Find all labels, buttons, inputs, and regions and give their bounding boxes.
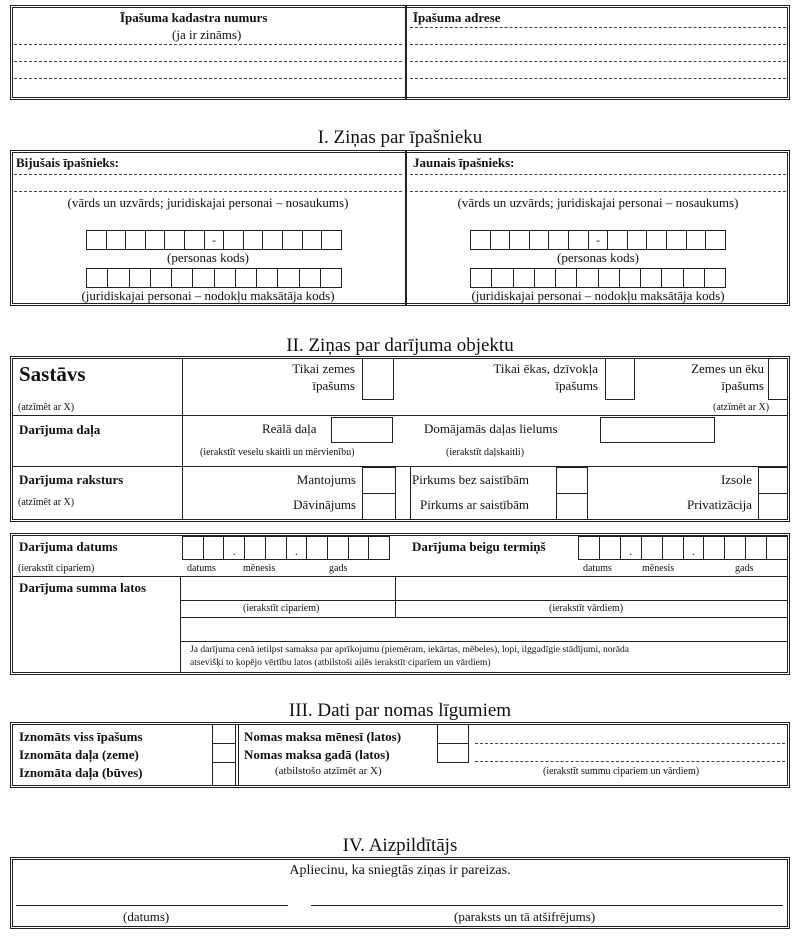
sum-input-line bbox=[180, 600, 788, 601]
cadastre-line-3[interactable] bbox=[14, 78, 402, 79]
part-building-checkbox[interactable] bbox=[212, 762, 236, 786]
sum-explain-1: Ja darījuma cenā ietilpst samaksa par aprīkojumu (piemēram, iekārtas, mēbeles), lopi, ilggadīgie stādījumi, norāda bbox=[190, 644, 630, 655]
former-taxpayer-code-field[interactable] bbox=[86, 268, 342, 288]
cadastre-label: Īpašuma kadastra numurs bbox=[120, 10, 268, 25]
composition-mark-note-right: (atzīmēt ar X) bbox=[713, 402, 770, 413]
new-owner-line-1[interactable] bbox=[410, 174, 786, 175]
nature-label: Darījuma raksturs bbox=[19, 472, 124, 487]
nature-col-divider bbox=[410, 467, 411, 520]
new-owner-name-note: (vārds un uzvārds; juridiskajai personai – nosaukums) bbox=[457, 195, 739, 210]
date-signature-line[interactable] bbox=[16, 905, 288, 906]
yearly-rent-checkbox[interactable] bbox=[437, 743, 469, 763]
sum-digits-note: (ierakstīt cipariem) bbox=[243, 603, 320, 614]
cadastre-line-1[interactable] bbox=[14, 44, 402, 45]
property-divider bbox=[405, 6, 407, 99]
filler-signature-note: (paraksts un tā atšifrējums) bbox=[454, 909, 596, 924]
end-year-label: gads bbox=[735, 563, 754, 574]
owners-divider bbox=[405, 151, 407, 305]
equipment-value-input[interactable] bbox=[181, 618, 788, 641]
sum-explain-2: atsevišķi to kopējo vērtību latos (atbilstoši ailēs ierakstīt ciparīem un vārdiem) bbox=[190, 657, 491, 668]
address-line-4[interactable] bbox=[410, 78, 786, 79]
inheritance-checkbox[interactable] bbox=[362, 467, 396, 494]
object-row-line-2 bbox=[12, 466, 788, 467]
share-label: Darījuma daļa bbox=[19, 422, 101, 437]
only-land-checkbox[interactable] bbox=[362, 358, 394, 400]
only-building-label-1: Tikai ēkas, dzīvokļa bbox=[493, 361, 598, 376]
purchase-free-checkbox[interactable] bbox=[556, 467, 588, 494]
yearly-rent-label: Nomas maksa gadā (latos) bbox=[244, 747, 390, 762]
land-building-checkbox[interactable] bbox=[768, 358, 788, 400]
inheritance-label: Mantojums bbox=[296, 472, 356, 487]
only-land-label-2: īpašums bbox=[312, 378, 355, 393]
end-day-label: datums bbox=[583, 563, 612, 574]
new-owner-line-2[interactable] bbox=[410, 191, 786, 192]
sum-words-note: (ierakstīt vārdiem) bbox=[549, 603, 624, 614]
object-row-line-1 bbox=[12, 415, 788, 416]
rent-mark-note: (atbilstošo atzīmēt ar X) bbox=[275, 765, 382, 777]
new-taxpayer-code-field[interactable] bbox=[470, 268, 726, 288]
sum-label: Darījuma summa latos bbox=[19, 580, 147, 595]
rent-amount-line-2[interactable] bbox=[475, 761, 785, 762]
part-land-checkbox[interactable] bbox=[212, 743, 236, 763]
auction-label: Izsole bbox=[720, 472, 752, 487]
nature-mark-note: (atzīmēt ar X) bbox=[18, 497, 75, 508]
real-share-input[interactable] bbox=[331, 417, 393, 443]
filler-date-note: (datums) bbox=[123, 909, 170, 924]
cadastre-note: (ja ir zināms) bbox=[172, 27, 242, 42]
whole-leased-label: Iznomāts viss īpašums bbox=[19, 729, 143, 744]
section1-heading: I. Ziņas par īpašnieku bbox=[317, 127, 483, 148]
purchase-bound-checkbox[interactable] bbox=[556, 493, 588, 520]
address-line-1[interactable] bbox=[410, 27, 786, 28]
monthly-rent-checkbox[interactable] bbox=[437, 724, 469, 744]
address-line-3[interactable] bbox=[410, 61, 786, 62]
former-owner-line-1[interactable] bbox=[14, 174, 402, 175]
sum-digits-input[interactable] bbox=[181, 577, 395, 600]
purchase-bound-label: Pirkums ar saistībām bbox=[420, 497, 530, 512]
former-owner-name-note: (vārds un uzvārds; juridiskajai personai – nosaukums) bbox=[67, 195, 349, 210]
date-label: Darījuma datums bbox=[19, 539, 118, 554]
land-building-label-2: īpašums bbox=[721, 378, 764, 393]
gift-label: Dāvinājums bbox=[293, 497, 356, 512]
cadastre-line-2[interactable] bbox=[14, 61, 402, 62]
address-label: Īpašuma adrese bbox=[413, 10, 501, 25]
signature-line[interactable] bbox=[311, 905, 783, 906]
new-owner-label: Jaunais īpašnieks: bbox=[413, 155, 515, 170]
new-taxpayer-code-note: (juridiskajai personai – nodokļu maksātāja kods) bbox=[471, 288, 725, 303]
new-personal-code-note: (personas kods) bbox=[557, 250, 639, 265]
certify-text: Apliecinu, ka sniegtās ziņas ir pareizas. bbox=[289, 863, 511, 878]
part-land-label: Iznomāta daļa (zeme) bbox=[19, 747, 139, 762]
privatization-label: Privatizācija bbox=[687, 497, 752, 512]
former-personal-code-field[interactable]: - bbox=[86, 230, 342, 250]
date-month-label: mēnesis bbox=[243, 563, 276, 574]
ideal-share-label: Domājamās daļas lielums bbox=[424, 421, 558, 436]
land-building-label-1: Zemes un ēku bbox=[691, 361, 764, 376]
date-day-label: datums bbox=[187, 563, 216, 574]
rent-amount-note: (ierakstīt summu cipariem un vārdiem) bbox=[543, 766, 700, 777]
address-line-2[interactable] bbox=[410, 44, 786, 45]
monthly-rent-label: Nomas maksa mēnesī (latos) bbox=[244, 729, 402, 744]
lease-divider bbox=[238, 724, 239, 786]
sum-equipment-line bbox=[180, 641, 788, 642]
only-building-checkbox[interactable] bbox=[605, 358, 635, 400]
date-note: (ierakstīt cipariem) bbox=[18, 563, 95, 574]
end-term-label: Darījuma beigu termiņš bbox=[412, 539, 546, 554]
section2-heading: II. Ziņas par darījuma objektu bbox=[286, 335, 514, 356]
purchase-free-label: Pirkums bez saistībām bbox=[412, 472, 529, 487]
real-share-label: Reālā daļa bbox=[262, 421, 317, 436]
date-year-label: gads bbox=[329, 563, 348, 574]
new-personal-code-field[interactable]: - bbox=[470, 230, 726, 250]
rent-amount-line-1[interactable] bbox=[475, 743, 785, 744]
ideal-share-input[interactable] bbox=[600, 417, 715, 443]
section3-heading: III. Dati par nomas līgumiem bbox=[288, 700, 512, 721]
former-owner-label: Bijušais īpašnieks: bbox=[16, 155, 119, 170]
end-month-label: mēnesis bbox=[642, 563, 675, 574]
former-taxpayer-code-note: (juridiskajai personai – nodokļu maksātāja kods) bbox=[81, 288, 335, 303]
part-building-label: Iznomāta daļa (būves) bbox=[19, 765, 143, 780]
real-share-note: (ierakstīt veselu skaitli un mērvienību) bbox=[200, 447, 355, 458]
whole-leased-checkbox[interactable] bbox=[212, 724, 236, 744]
end-term-date-field[interactable]: . . bbox=[578, 536, 788, 560]
deal-date-field[interactable]: . . bbox=[182, 536, 390, 560]
former-owner-line-2[interactable] bbox=[14, 191, 402, 192]
privatization-checkbox[interactable] bbox=[758, 493, 788, 520]
former-personal-code-note: (personas kods) bbox=[167, 250, 249, 265]
section4-heading: IV. Aizpildītājs bbox=[342, 835, 458, 856]
gift-checkbox[interactable] bbox=[362, 493, 396, 520]
only-land-label-1: Tikai zemes bbox=[292, 361, 355, 376]
composition-mark-note: (atzīmēt ar X) bbox=[18, 402, 75, 413]
only-building-label-2: īpašums bbox=[555, 378, 598, 393]
composition-label: Sastāvs bbox=[19, 362, 86, 386]
auction-checkbox[interactable] bbox=[758, 467, 788, 494]
sum-words-input[interactable] bbox=[396, 577, 788, 600]
object-label-divider bbox=[182, 358, 183, 520]
ideal-share-note: (ierakstīt daļskaitli) bbox=[446, 447, 525, 458]
